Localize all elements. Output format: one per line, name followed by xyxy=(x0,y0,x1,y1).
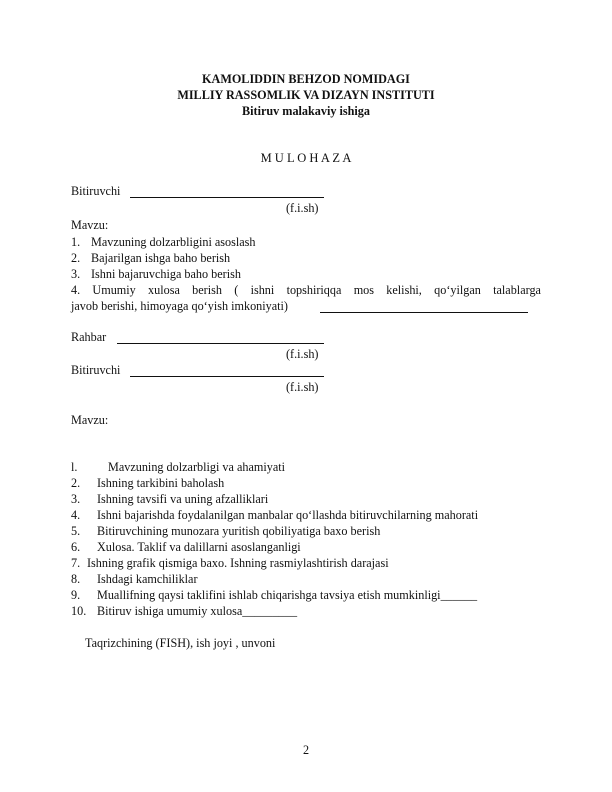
student-label-2: Bitiruvchi xyxy=(71,363,121,377)
criteria-item-number: 2. xyxy=(71,251,81,265)
topic-label: Mavzu: xyxy=(71,218,109,232)
item4-word: berish xyxy=(192,283,222,297)
fish-caption-3: (f.i.sh) xyxy=(286,380,319,394)
item4-word: talablarga xyxy=(493,283,541,297)
review-item-9 xyxy=(71,588,477,603)
review-item-text: Ishning tarkibini baholash xyxy=(97,476,225,490)
fish-caption-2: (f.i.sh) xyxy=(286,347,319,361)
review-item-number: 4. xyxy=(71,508,81,522)
review-item-text: Mavzuning dolzarbligi va ahamiyati xyxy=(108,460,286,474)
review-item-text: Ishdagi kamchiliklar xyxy=(97,572,198,586)
item4-answer-line xyxy=(320,312,528,313)
student-name-line-2 xyxy=(130,376,324,377)
review-item-number: 8. xyxy=(71,572,81,586)
review-item-1 xyxy=(71,460,285,475)
review-item-text: Ishning tavsifi va uning afzalliklari xyxy=(97,492,269,506)
criteria-item-number: 3. xyxy=(71,267,81,281)
criteria-item-number: 1. xyxy=(71,235,81,249)
review-item-4 xyxy=(71,508,478,523)
review-item-6 xyxy=(71,540,301,555)
review-item-2 xyxy=(71,476,224,491)
criteria-item-1 xyxy=(71,235,256,250)
document-subtitle: Bitiruv malakaviy ishiga xyxy=(242,104,370,118)
page-title: M U L O H A Z A xyxy=(260,151,352,165)
review-item-number: 9. xyxy=(71,588,81,602)
page-number: 2 xyxy=(302,743,310,757)
review-item-10 xyxy=(71,604,297,619)
review-item-text: Ishning grafik qismiga baxo. Ishning rasmiylashtirish darajasi xyxy=(87,556,389,570)
review-item-text: Ishni bajarishda foydalanilgan manbalar qo‘llashda bitiruvchilarning mahorati xyxy=(97,508,479,522)
item4-word: ishni xyxy=(250,283,275,297)
item4-word: xulosa xyxy=(148,283,180,297)
institute-name-line1: KAMOLIDDIN BEHZOD NOMIDAGI xyxy=(202,72,410,86)
review-item-3 xyxy=(71,492,268,507)
student-name-line xyxy=(130,197,324,198)
review-item-8 xyxy=(71,572,198,587)
fish-caption-1: (f.i.sh) xyxy=(286,201,319,215)
criteria-item-4-continued: javob berishi, himoyaga qo‘yish imkoniyati) xyxy=(71,299,288,313)
item4-word: Umumiy xyxy=(92,283,136,297)
topic-label-2: Mavzu: xyxy=(71,413,109,427)
review-item-number: l. xyxy=(71,460,78,474)
reviewer-line: Taqrizchining (FISH), ish joyi , unvoni xyxy=(85,636,276,650)
item4-word: mos xyxy=(353,283,375,297)
review-item-5 xyxy=(71,524,380,539)
criteria-item-number: 4. xyxy=(71,283,81,297)
criteria-item-2 xyxy=(71,251,230,266)
criteria-item-text: Ishni bajaruvchiga baho berish xyxy=(91,267,241,281)
criteria-item-3 xyxy=(71,267,241,282)
criteria-item-text: Bajarilgan ishga baho berish xyxy=(91,251,231,265)
review-item-number: 10. xyxy=(71,604,87,618)
supervisor-name-line xyxy=(117,343,324,344)
review-item-number: 2. xyxy=(71,476,81,490)
review-item-text: Bitiruvchining munozara yuritish qobiliyatiga baxo berish xyxy=(97,524,381,538)
item4-word: kelishi, xyxy=(386,283,422,297)
review-item-text: Bitiruv ishiga umumiy xulosa_________ xyxy=(97,604,298,618)
review-item-number: 3. xyxy=(71,492,81,506)
review-item-text: Xulosa. Taklif va dalillarni asoslanganligi xyxy=(97,540,301,554)
review-item-text: Muallifning qaysi taklifini ishlab chiqarishga tavsiya etish mumkinligi______ xyxy=(97,588,478,602)
institute-name-line2: MILLIY RASSOMLIK VA DIZAYN INSTITUTI xyxy=(177,88,435,102)
supervisor-label: Rahbar xyxy=(71,330,107,344)
item4-word: qo‘yilgan xyxy=(434,283,481,297)
criteria-item-4 xyxy=(71,283,541,298)
criteria-item-text: Mavzuning dolzarbligini asoslash xyxy=(91,235,256,249)
student-label: Bitiruvchi xyxy=(71,184,121,198)
review-item-number: 7. xyxy=(71,556,81,570)
review-item-number: 6. xyxy=(71,540,81,554)
review-item-number: 5. xyxy=(71,524,81,538)
review-item-7 xyxy=(71,556,389,571)
item4-word: ( xyxy=(234,283,239,297)
item4-word: topshiriqqa xyxy=(286,283,342,297)
